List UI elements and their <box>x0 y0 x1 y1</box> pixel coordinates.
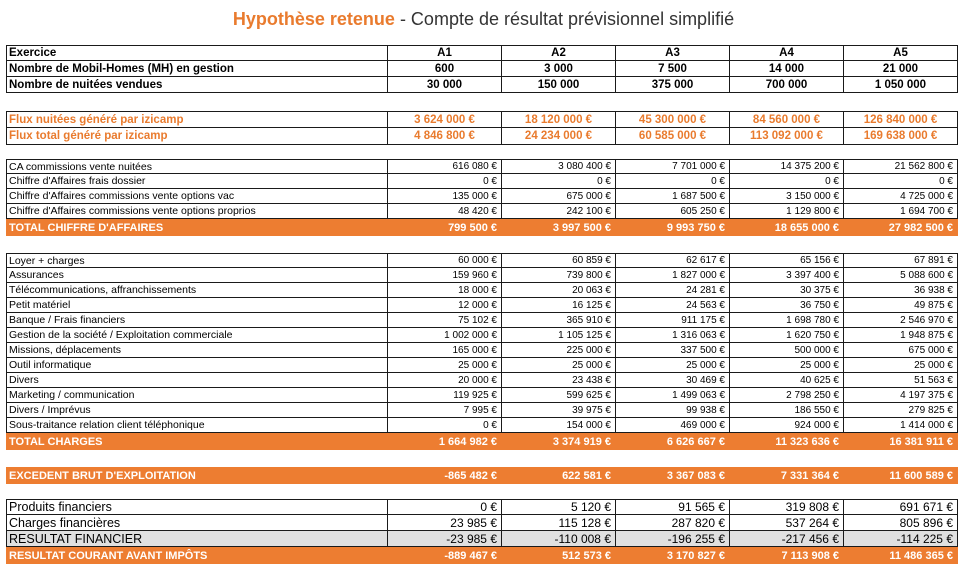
value-cell: 24 563 € <box>616 298 730 312</box>
value-cell: 1 414 000 € <box>844 418 958 432</box>
row-label: Gestion de la société / Exploitation commerciale <box>6 328 388 342</box>
total-charges-row <box>6 433 958 450</box>
value-cell: 924 000 € <box>730 418 844 432</box>
value-cell: 1 948 875 € <box>844 328 958 342</box>
value-cell: 3 624 000 € <box>388 112 502 127</box>
value-cell: 126 840 000 € <box>844 112 958 127</box>
value-cell: 675 000 € <box>844 343 958 357</box>
value-cell: 0 € <box>844 174 958 188</box>
value-cell: 5 120 € <box>502 500 616 514</box>
value-cell: 48 420 € <box>388 204 502 218</box>
row-label: Nombre de Mobil-Homes (MH) en gestion <box>6 61 388 76</box>
value-cell: 0 € <box>730 174 844 188</box>
value-cell: 0 € <box>502 174 616 188</box>
value-cell: 9 993 750 € <box>616 219 730 236</box>
mh-count-row <box>6 61 958 77</box>
value-cell: 60 000 € <box>388 254 502 267</box>
row-label: Divers <box>6 373 388 387</box>
value-cell: 1 698 780 € <box>730 313 844 327</box>
value-cell: 30 375 € <box>730 283 844 297</box>
value-cell: 16 125 € <box>502 298 616 312</box>
value-cell: 154 000 € <box>502 418 616 432</box>
financial-result-row <box>6 531 958 547</box>
value-cell: 605 250 € <box>616 204 730 218</box>
value-cell: 7 995 € <box>388 403 502 417</box>
value-cell: 135 000 € <box>388 189 502 203</box>
charge-row <box>6 268 958 283</box>
flux-total-row <box>6 128 958 145</box>
value-cell: 1 827 000 € <box>616 268 730 282</box>
column-header: A5 <box>844 46 958 60</box>
value-cell: 3 000 <box>502 61 616 76</box>
row-label: EXCEDENT BRUT D'EXPLOITATION <box>6 467 388 484</box>
value-cell: 3 367 083 € <box>616 467 730 484</box>
charge-row <box>6 403 958 418</box>
value-cell: 225 000 € <box>502 343 616 357</box>
value-cell: 1 620 750 € <box>730 328 844 342</box>
row-label: TOTAL CHIFFRE D'AFFAIRES <box>6 219 388 236</box>
value-cell: -110 008 € <box>502 531 616 546</box>
value-cell: 20 000 € <box>388 373 502 387</box>
value-cell: 23 438 € <box>502 373 616 387</box>
value-cell: 242 100 € <box>502 204 616 218</box>
value-cell: 622 581 € <box>502 467 616 484</box>
revenue-row <box>6 189 958 204</box>
value-cell: 14 000 <box>730 61 844 76</box>
charge-row <box>6 253 958 268</box>
value-cell: 616 080 € <box>388 160 502 173</box>
value-cell: 537 264 € <box>730 515 844 530</box>
row-label: Chiffre d'Affaires commissions vente options vac <box>6 189 388 203</box>
value-cell: 1 105 125 € <box>502 328 616 342</box>
value-cell: 7 500 <box>616 61 730 76</box>
value-cell: 25 000 € <box>844 358 958 372</box>
value-cell: 25 000 € <box>616 358 730 372</box>
value-cell: 3 374 919 € <box>502 433 616 450</box>
value-cell: 691 671 € <box>844 500 958 514</box>
charge-row <box>6 418 958 433</box>
value-cell: 18 655 000 € <box>730 219 844 236</box>
value-cell: 4 725 000 € <box>844 189 958 203</box>
title-highlight: Hypothèse retenue <box>232 9 395 29</box>
row-label: Flux nuitées généré par izicamp <box>6 112 388 127</box>
revenue-row <box>6 204 958 219</box>
value-cell: 11 486 365 € <box>844 547 958 564</box>
value-cell: 30 000 <box>388 77 502 92</box>
page-title <box>0 6 967 32</box>
row-label: Marketing / communication <box>6 388 388 402</box>
value-cell: 165 000 € <box>388 343 502 357</box>
row-label: Banque / Frais financiers <box>6 313 388 327</box>
row-label: TOTAL CHARGES <box>6 433 388 450</box>
value-cell: 4 846 800 € <box>388 128 502 144</box>
row-label: Chiffre d'Affaires frais dossier <box>6 174 388 188</box>
value-cell: 51 563 € <box>844 373 958 387</box>
value-cell: 7 331 364 € <box>730 467 844 484</box>
value-cell: 24 281 € <box>616 283 730 297</box>
value-cell: 599 625 € <box>502 388 616 402</box>
value-cell: 805 896 € <box>844 515 958 530</box>
value-cell: 65 156 € <box>730 254 844 267</box>
row-label: RESULTAT FINANCIER <box>6 531 388 546</box>
value-cell: 512 573 € <box>502 547 616 564</box>
value-cell: 1 129 800 € <box>730 204 844 218</box>
value-cell: 1 499 063 € <box>616 388 730 402</box>
row-label: Petit matériel <box>6 298 388 312</box>
value-cell: 23 985 € <box>388 515 502 530</box>
value-cell: 67 891 € <box>844 254 958 267</box>
value-cell: 3 170 827 € <box>616 547 730 564</box>
value-cell: 799 500 € <box>388 219 502 236</box>
charge-row <box>6 343 958 358</box>
value-cell: 25 000 € <box>730 358 844 372</box>
column-header: A1 <box>388 46 502 60</box>
row-label: Assurances <box>6 268 388 282</box>
charge-row <box>6 298 958 313</box>
value-cell: 0 € <box>388 418 502 432</box>
column-header: A3 <box>616 46 730 60</box>
charge-row <box>6 313 958 328</box>
row-label: RESULTAT COURANT AVANT IMPÔTS <box>6 547 388 564</box>
title-rest: - Compte de résultat prévisionnel simplifié <box>394 9 735 29</box>
charge-row <box>6 388 958 403</box>
charge-row <box>6 328 958 343</box>
value-cell: 0 € <box>388 500 502 514</box>
value-cell: 11 600 589 € <box>844 467 958 484</box>
financial-row <box>6 499 958 515</box>
value-cell: 3 080 400 € <box>502 160 616 173</box>
value-cell: 99 938 € <box>616 403 730 417</box>
row-label: Flux total généré par izicamp <box>6 128 388 144</box>
value-cell: 36 750 € <box>730 298 844 312</box>
revenue-row <box>6 174 958 189</box>
value-cell: 39 975 € <box>502 403 616 417</box>
value-cell: 1 694 700 € <box>844 204 958 218</box>
value-cell: 25 000 € <box>502 358 616 372</box>
value-cell: 62 617 € <box>616 254 730 267</box>
value-cell: 1 316 063 € <box>616 328 730 342</box>
value-cell: 20 063 € <box>502 283 616 297</box>
value-cell: 3 397 400 € <box>730 268 844 282</box>
value-cell: 169 638 000 € <box>844 128 958 144</box>
value-cell: 700 000 <box>730 77 844 92</box>
ebe-row <box>6 467 958 484</box>
value-cell: 60 859 € <box>502 254 616 267</box>
value-cell: 911 175 € <box>616 313 730 327</box>
row-label: Outil informatique <box>6 358 388 372</box>
value-cell: 21 000 <box>844 61 958 76</box>
value-cell: 287 820 € <box>616 515 730 530</box>
value-cell: 30 469 € <box>616 373 730 387</box>
value-cell: 27 982 500 € <box>844 219 958 236</box>
value-cell: 24 234 000 € <box>502 128 616 144</box>
value-cell: 375 000 <box>616 77 730 92</box>
value-cell: 365 910 € <box>502 313 616 327</box>
value-cell: -889 467 € <box>388 547 502 564</box>
row-label: Chiffre d'Affaires commissions vente options proprios <box>6 204 388 218</box>
value-cell: 1 687 500 € <box>616 189 730 203</box>
row-label: Missions, déplacements <box>6 343 388 357</box>
value-cell: 84 560 000 € <box>730 112 844 127</box>
value-cell: 5 088 600 € <box>844 268 958 282</box>
value-cell: 3 150 000 € <box>730 189 844 203</box>
charge-row <box>6 358 958 373</box>
financial-row <box>6 515 958 531</box>
row-label: CA commissions vente nuitées <box>6 160 388 173</box>
row-label: Loyer + charges <box>6 254 388 267</box>
value-cell: 60 585 000 € <box>616 128 730 144</box>
value-cell: 159 960 € <box>388 268 502 282</box>
value-cell: 3 997 500 € <box>502 219 616 236</box>
row-label: Exercice <box>6 46 388 60</box>
value-cell: 119 925 € <box>388 388 502 402</box>
column-header: A4 <box>730 46 844 60</box>
value-cell: 36 938 € <box>844 283 958 297</box>
row-label: Nombre de nuitées vendues <box>6 77 388 92</box>
row-label: Charges financières <box>6 515 388 530</box>
value-cell: 115 128 € <box>502 515 616 530</box>
value-cell: 18 120 000 € <box>502 112 616 127</box>
value-cell: 6 626 667 € <box>616 433 730 450</box>
value-cell: 7 113 908 € <box>730 547 844 564</box>
total-revenue-row <box>6 219 958 236</box>
value-cell: 91 565 € <box>616 500 730 514</box>
value-cell: 500 000 € <box>730 343 844 357</box>
value-cell: 600 <box>388 61 502 76</box>
revenue-row <box>6 159 958 174</box>
value-cell: -114 225 € <box>844 531 958 546</box>
value-cell: 21 562 800 € <box>844 160 958 173</box>
value-cell: 40 625 € <box>730 373 844 387</box>
value-cell: 279 825 € <box>844 403 958 417</box>
charge-row <box>6 373 958 388</box>
value-cell: 14 375 200 € <box>730 160 844 173</box>
charge-row <box>6 283 958 298</box>
row-label: Sous-traitance relation client téléphonique <box>6 418 388 432</box>
value-cell: -217 456 € <box>730 531 844 546</box>
value-cell: 2 546 970 € <box>844 313 958 327</box>
value-cell: 25 000 € <box>388 358 502 372</box>
value-cell: 0 € <box>616 174 730 188</box>
value-cell: 4 197 375 € <box>844 388 958 402</box>
value-cell: 16 381 911 € <box>844 433 958 450</box>
value-cell: 18 000 € <box>388 283 502 297</box>
value-cell: 675 000 € <box>502 189 616 203</box>
value-cell: 469 000 € <box>616 418 730 432</box>
value-cell: 319 808 € <box>730 500 844 514</box>
rcai-row <box>6 547 958 564</box>
row-label: Divers / Imprévus <box>6 403 388 417</box>
value-cell: 12 000 € <box>388 298 502 312</box>
value-cell: 1 002 000 € <box>388 328 502 342</box>
value-cell: -23 985 € <box>388 531 502 546</box>
value-cell: 113 092 000 € <box>730 128 844 144</box>
row-label: Télécommunications, affranchissements <box>6 283 388 297</box>
row-label: Produits financiers <box>6 500 388 514</box>
value-cell: 2 798 250 € <box>730 388 844 402</box>
value-cell: 7 701 000 € <box>616 160 730 173</box>
value-cell: 150 000 <box>502 77 616 92</box>
value-cell: 75 102 € <box>388 313 502 327</box>
value-cell: 1 050 000 <box>844 77 958 92</box>
nights-sold-row <box>6 77 958 93</box>
value-cell: 186 550 € <box>730 403 844 417</box>
value-cell: 1 664 982 € <box>388 433 502 450</box>
column-header: A2 <box>502 46 616 60</box>
value-cell: 45 300 000 € <box>616 112 730 127</box>
value-cell: -196 255 € <box>616 531 730 546</box>
value-cell: 11 323 636 € <box>730 433 844 450</box>
value-cell: -865 482 € <box>388 467 502 484</box>
flux-nights-row <box>6 111 958 128</box>
value-cell: 0 € <box>388 174 502 188</box>
header-row <box>6 45 958 61</box>
value-cell: 337 500 € <box>616 343 730 357</box>
value-cell: 739 800 € <box>502 268 616 282</box>
value-cell: 49 875 € <box>844 298 958 312</box>
